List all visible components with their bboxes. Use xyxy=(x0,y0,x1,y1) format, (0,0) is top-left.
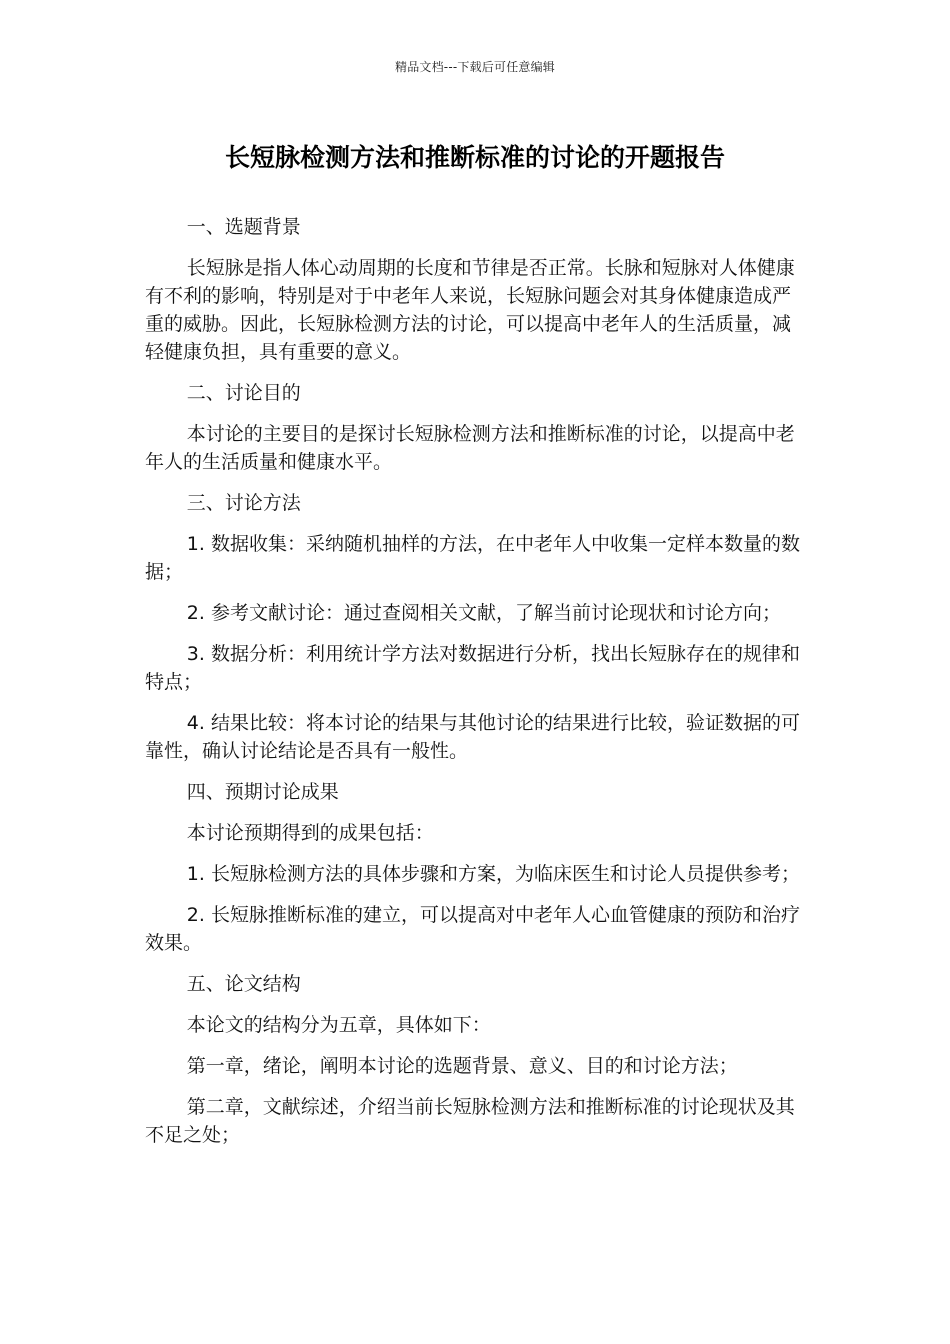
expected-item-2: 2. 长短脉推断标准的建立，可以提高对中老年人心血管健康的预防和治疗效果。 xyxy=(145,904,800,954)
document-title: 长短脉检测方法和推断标准的讨论的开题报告 xyxy=(224,143,725,172)
method-item-3: 3. 数据分析：利用统计学方法对数据进行分析，找出长短脉存在的规律和特点； xyxy=(145,643,800,693)
section-heading-structure: 五、论文结构 xyxy=(186,973,301,995)
chapter-item-1: 第一章，绪论，阐明本讨论的选题背景、意义、目的和讨论方法； xyxy=(186,1055,738,1077)
section-heading-expected-results: 四、预期讨论成果 xyxy=(186,781,339,803)
paragraph-expected-intro: 本讨论预期得到的成果包括： xyxy=(186,822,434,844)
chapter-item-2: 第二章，文献综述，介绍当前长短脉检测方法和推断标准的讨论现状及其不足之处； xyxy=(145,1096,795,1146)
header-note: 精品文档---下载后可任意编辑 xyxy=(395,60,555,74)
paragraph-structure-intro: 本论文的结构分为五章，具体如下： xyxy=(186,1014,491,1036)
section-heading-background: 一、选题背景 xyxy=(186,216,301,238)
section-heading-methods: 三、讨论方法 xyxy=(186,492,301,514)
paragraph-background: 长短脉是指人体心动周期的长度和节律是否正常。长脉和短脉对人体健康有不利的影响，特别是对于中老年人来说，长短脉问题会对其身体健康造成严重的威胁。因此，长短脉检测方法的讨论，可以提高中老年人的生活质量，减轻健康负担，具有重要的意义。 xyxy=(145,257,795,363)
paragraph-purpose: 本讨论的主要目的是探讨长短脉检测方法和推断标准的讨论，以提高中老年人的生活质量和健康水平。 xyxy=(145,423,795,473)
method-item-1: 1. 数据收集：采纳随机抽样的方法，在中老年人中收集一定样本数量的数据； xyxy=(145,533,800,583)
method-item-2: 2. 参考文献讨论：通过查阅相关文献，了解当前讨论现状和讨论方向； xyxy=(186,602,781,624)
section-heading-purpose: 二、讨论目的 xyxy=(186,382,301,404)
expected-item-1: 1. 长短脉检测方法的具体步骤和方案，为临床医生和讨论人员提供参考； xyxy=(186,863,800,885)
method-item-4: 4. 结果比较：将本讨论的结果与其他讨论的结果进行比较，验证数据的可靠性，确认讨论结论是否具有一般性。 xyxy=(145,712,800,762)
document-body xyxy=(145,213,800,1162)
